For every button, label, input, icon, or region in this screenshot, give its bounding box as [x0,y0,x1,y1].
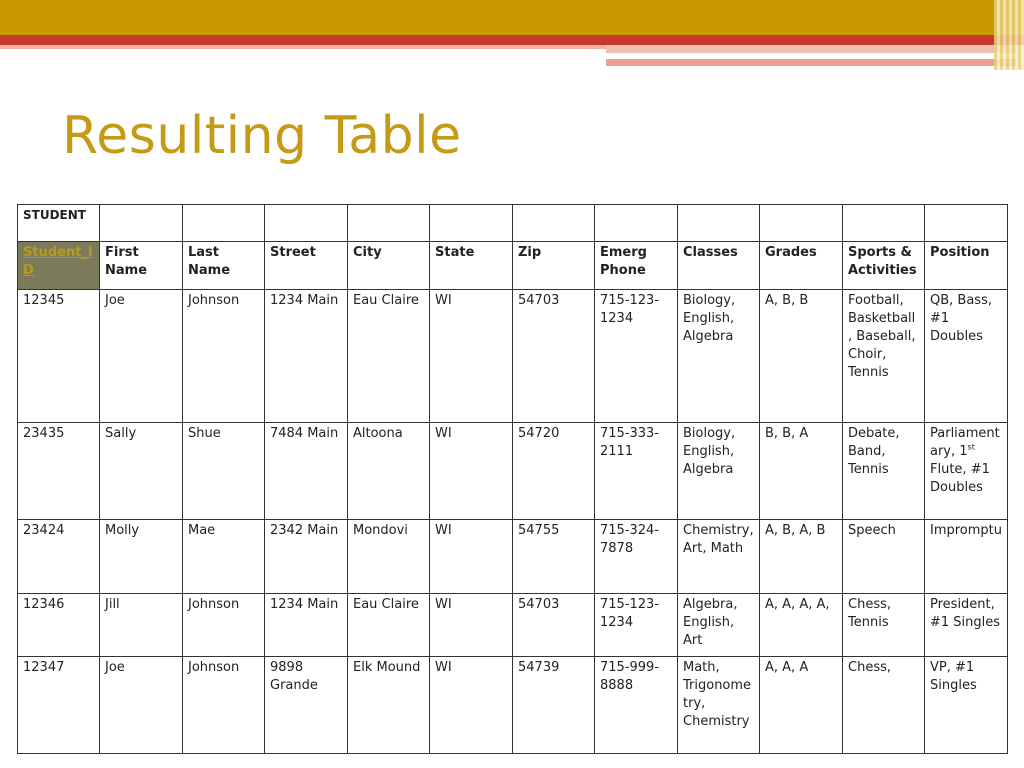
cell-grades: B, B, A [760,423,843,520]
cell-last-name: Shue [183,423,265,520]
empty-cell [430,205,513,242]
cell-first-name: Molly [100,520,183,594]
header-cell-zip: Zip [513,242,595,290]
cell-street: 2342 Main [265,520,348,594]
cell-street: 9898 Grande [265,657,348,754]
cell-sports: Speech [843,520,925,594]
cell-last-name: Mae [183,520,265,594]
cell-student-id: 12345 [18,290,100,423]
cell-city: Eau Claire [348,290,430,423]
empty-cell [678,205,760,242]
header-band-pink-left [0,45,606,49]
header-cell-emerg-phone: Emerg Phone [595,242,678,290]
table-row [18,520,1008,594]
table-row [18,594,1008,657]
cell-classes: Biology, English, Algebra [678,290,760,423]
header-cell-street: Street [265,242,348,290]
header-cell-last-name: Last Name [183,242,265,290]
cell-grades: A, B, B [760,290,843,423]
header-cell-city: City [348,242,430,290]
slide-title: Resulting Table [62,106,462,166]
cell-zip: 54755 [513,520,595,594]
cell-state: WI [430,423,513,520]
cell-sports: Chess, [843,657,925,754]
empty-cell [183,205,265,242]
cell-grades: A, B, A, B [760,520,843,594]
cell-zip: 54703 [513,290,595,423]
cell-position: QB, Bass, #1 Doubles [925,290,1008,423]
student-table [17,204,1008,754]
cell-last-name: Johnson [183,657,265,754]
header-cell-first-name: First Name [100,242,183,290]
empty-cell [348,205,430,242]
cell-city: Elk Mound [348,657,430,754]
cell-position: Impromptu [925,520,1008,594]
cell-state: WI [430,657,513,754]
empty-cell [925,205,1008,242]
cell-student-id: 23435 [18,423,100,520]
cell-zip: 54739 [513,657,595,754]
header-band-pink-right [606,45,1016,53]
cell-grades: A, A, A [760,657,843,754]
header-cell-sports: Sports & Activities [843,242,925,290]
cell-street: 1234 Main [265,290,348,423]
cell-last-name: Johnson [183,290,265,423]
cell-grades: A, A, A, A, [760,594,843,657]
table-header-row [18,242,1008,290]
table-entity-row [18,205,1008,242]
cell-state: WI [430,290,513,423]
table-row [18,657,1008,754]
cell-emerg-phone: 715-123-1234 [595,290,678,423]
cell-state: WI [430,520,513,594]
cell-emerg-phone: 715-999-8888 [595,657,678,754]
empty-cell [760,205,843,242]
entity-label-cell [18,205,100,242]
empty-cell [513,205,595,242]
cell-position: VP, #1 Singles [925,657,1008,754]
header-cell-student-id: Student_ID [18,242,100,290]
header-cell-classes: Classes [678,242,760,290]
cell-city: Altoona [348,423,430,520]
cell-emerg-phone: 715-333-2111 [595,423,678,520]
cell-classes: Biology, English, Algebra [678,423,760,520]
header-cell-position: Position [925,242,1008,290]
position-text-post: Flute, #1 Doubles [930,462,990,495]
cell-classes: Algebra, English, Art [678,594,760,657]
cell-position [925,423,1008,520]
header-band-red [0,35,1024,45]
cell-zip: 54703 [513,594,595,657]
empty-cell [843,205,925,242]
cell-sports: Debate, Band, Tennis [843,423,925,520]
cell-emerg-phone: 715-324-7878 [595,520,678,594]
empty-cell [265,205,348,242]
cell-first-name: Jill [100,594,183,657]
cell-student-id: 23424 [18,520,100,594]
header-decorative-strips [994,0,1024,70]
cell-first-name: Sally [100,423,183,520]
cell-sports: Chess, Tennis [843,594,925,657]
header-band-salmon [606,59,1016,66]
cell-emerg-phone: 715-123-1234 [595,594,678,657]
position-text-pre: Parliament ary, 1 [930,426,1000,459]
cell-city: Eau Claire [348,594,430,657]
cell-sports: Football, Basketball, Baseball, Choir, Tennis [843,290,925,423]
position-superscript: st [967,442,975,452]
header-cell-grades: Grades [760,242,843,290]
empty-cell [100,205,183,242]
entity-label: STUDENT [23,208,86,222]
cell-street: 1234 Main [265,594,348,657]
header-band-gold [0,0,1024,35]
empty-cell [595,205,678,242]
cell-student-id: 12347 [18,657,100,754]
cell-first-name: Joe [100,657,183,754]
table-row [18,290,1008,423]
header-cell-state: State [430,242,513,290]
cell-last-name: Johnson [183,594,265,657]
cell-student-id: 12346 [18,594,100,657]
cell-state: WI [430,594,513,657]
cell-city: Mondovi [348,520,430,594]
header-band-white-line [610,56,948,58]
cell-classes: Chemistry, Art, Math [678,520,760,594]
table-row [18,423,1008,520]
cell-zip: 54720 [513,423,595,520]
cell-position: President, #1 Singles [925,594,1008,657]
cell-first-name: Joe [100,290,183,423]
cell-street: 7484 Main [265,423,348,520]
cell-classes: Math, Trigonometry, Chemistry [678,657,760,754]
